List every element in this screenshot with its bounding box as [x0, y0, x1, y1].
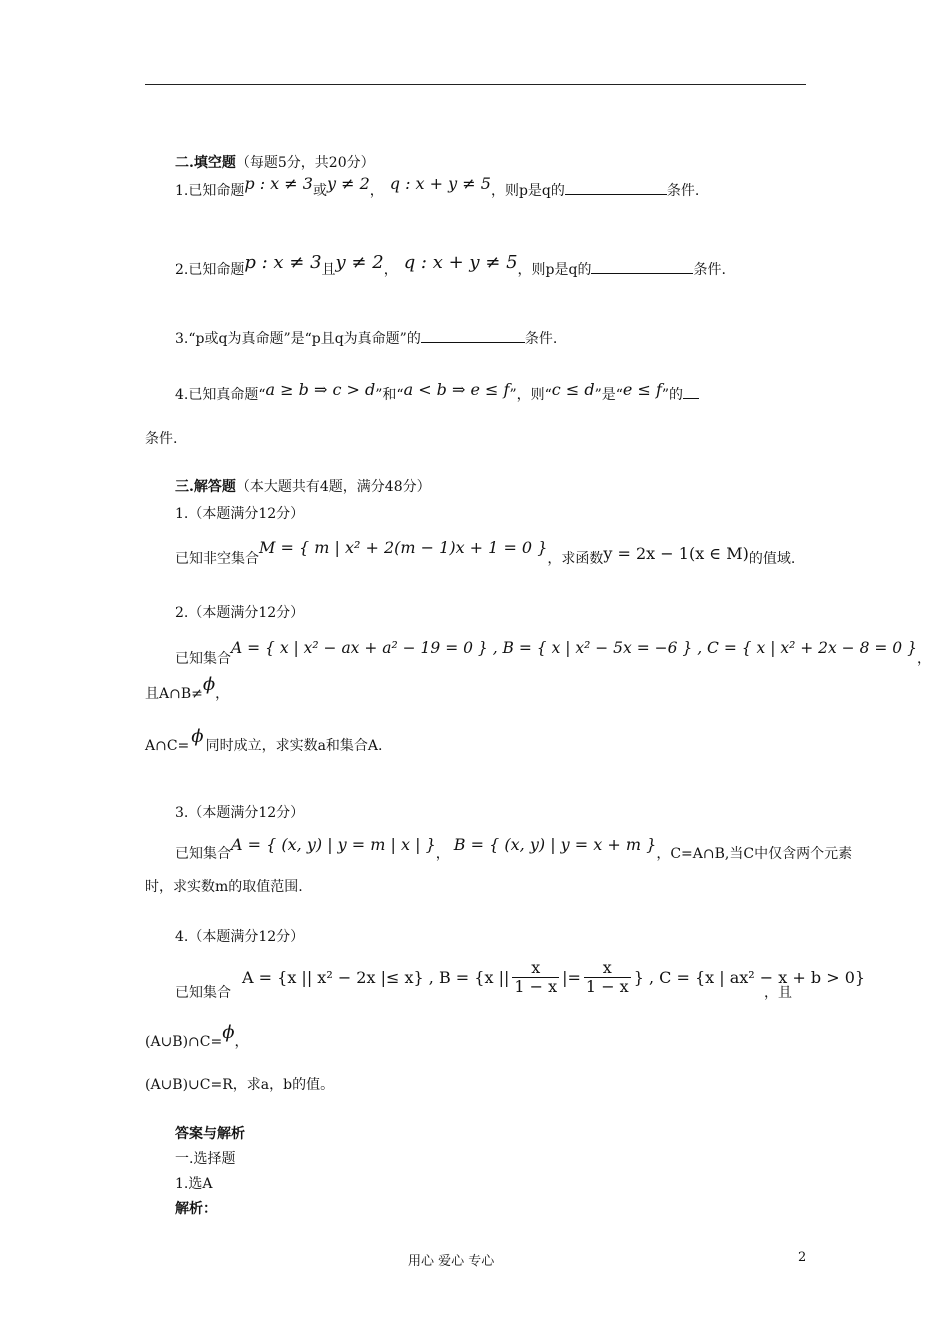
problem-1-heading: 1.（本题满分12分） [175, 506, 305, 522]
fraction: x 1 − x [514, 958, 558, 996]
problem-2-heading: 2.（本题满分12分） [175, 605, 305, 621]
problem-3-body: 已知集合A = { (x, y) | y = m | x | }， B = { (x, y) | y = x + m }，C=A∩B,当C中仅含两个元素 [175, 835, 853, 862]
answer-blank[interactable] [591, 272, 693, 274]
answers-heading: 答案与解析 [175, 1126, 245, 1142]
section-3-heading [175, 476, 431, 496]
section-title: 二.填空题 [175, 155, 236, 171]
problem-4-heading: 4.（本题满分12分） [175, 929, 305, 945]
problem-4-intro: 已知集合 [175, 985, 231, 1001]
section-note: （每题5分，共20分） [235, 155, 375, 171]
section-note: （本大题共有4题，满分48分） [235, 479, 431, 495]
fill-question-2: 2.已知命题p : x ≠ 3且y ≠ 2， q : x + y ≠ 5，则p是q的 条件. [175, 252, 726, 278]
footer-motto: 用心 爱心 专心 [408, 1254, 495, 1269]
fraction: $\frac{x}{1 - x}$ [585, 958, 629, 996]
analysis-label: 解析： [175, 1201, 217, 1217]
section-title: 三.解答题 [175, 479, 236, 495]
answer-blank[interactable] [565, 193, 667, 195]
problem-4-formula: A = {x || x² − 2x |≤ x} , B = {x || x 1 − x |= $\frac{x}{1 - x}$ } , C = {x | ax² − x + b > 0} [242, 958, 866, 996]
answer-blank[interactable] [421, 341, 525, 343]
fill-question-4-line2: 条件. [145, 431, 178, 447]
fill-question-4: 4.已知真命题“a ≥ b ⇒ c > d”和“a < b ⇒ e ≤ f”，则“c ≤ d”是“e ≤ f”的 [175, 384, 699, 404]
answer-blank[interactable] [683, 397, 699, 399]
problem-3-heading: 3.（本题满分12分） [175, 805, 305, 821]
problem-1-body: 已知非空集合M = { m | x² + 2(m − 1)x + 1 = 0 }，求函数y = 2x − 1(x ∈ M)的值域. [175, 538, 796, 567]
problem-4-post: ，且 [764, 985, 792, 1001]
problem-4-line3: (A∪B)∪C=R，求a，b的值。 [145, 1077, 335, 1093]
fill-question-3: 3.“p或q为真命题”是“p且q为真命题”的 条件. [175, 331, 558, 347]
problem-3-line2: 时，求实数m的取值范围. [145, 879, 303, 895]
header-rule [145, 84, 806, 85]
problem-4-line2: (A∪B)∩C=ϕ， [145, 1022, 249, 1050]
problem-2-body: 已知集合A = { x | x² − ax + a² − 19 = 0 } , B = { x | x² − 5x = −6 } , C = { x | x² + 2x − 8 = 0 }， [175, 639, 931, 667]
fill-question-1: 1.已知命题p : x ≠ 3或y ≠ 2， q : x + y ≠ 5，则p是q的 条件. [175, 174, 700, 199]
page-number: 2 [798, 1250, 807, 1265]
problem-2-line3: A∩C= ϕ 同时成立，求实数a和集合A. [145, 726, 383, 754]
problem-2-line2: 且A∩B≠ϕ， [145, 674, 230, 702]
answer-item: 1.选A [175, 1176, 213, 1192]
answers-sub: 一.选择题 [175, 1151, 236, 1167]
section-2-heading [175, 152, 375, 172]
